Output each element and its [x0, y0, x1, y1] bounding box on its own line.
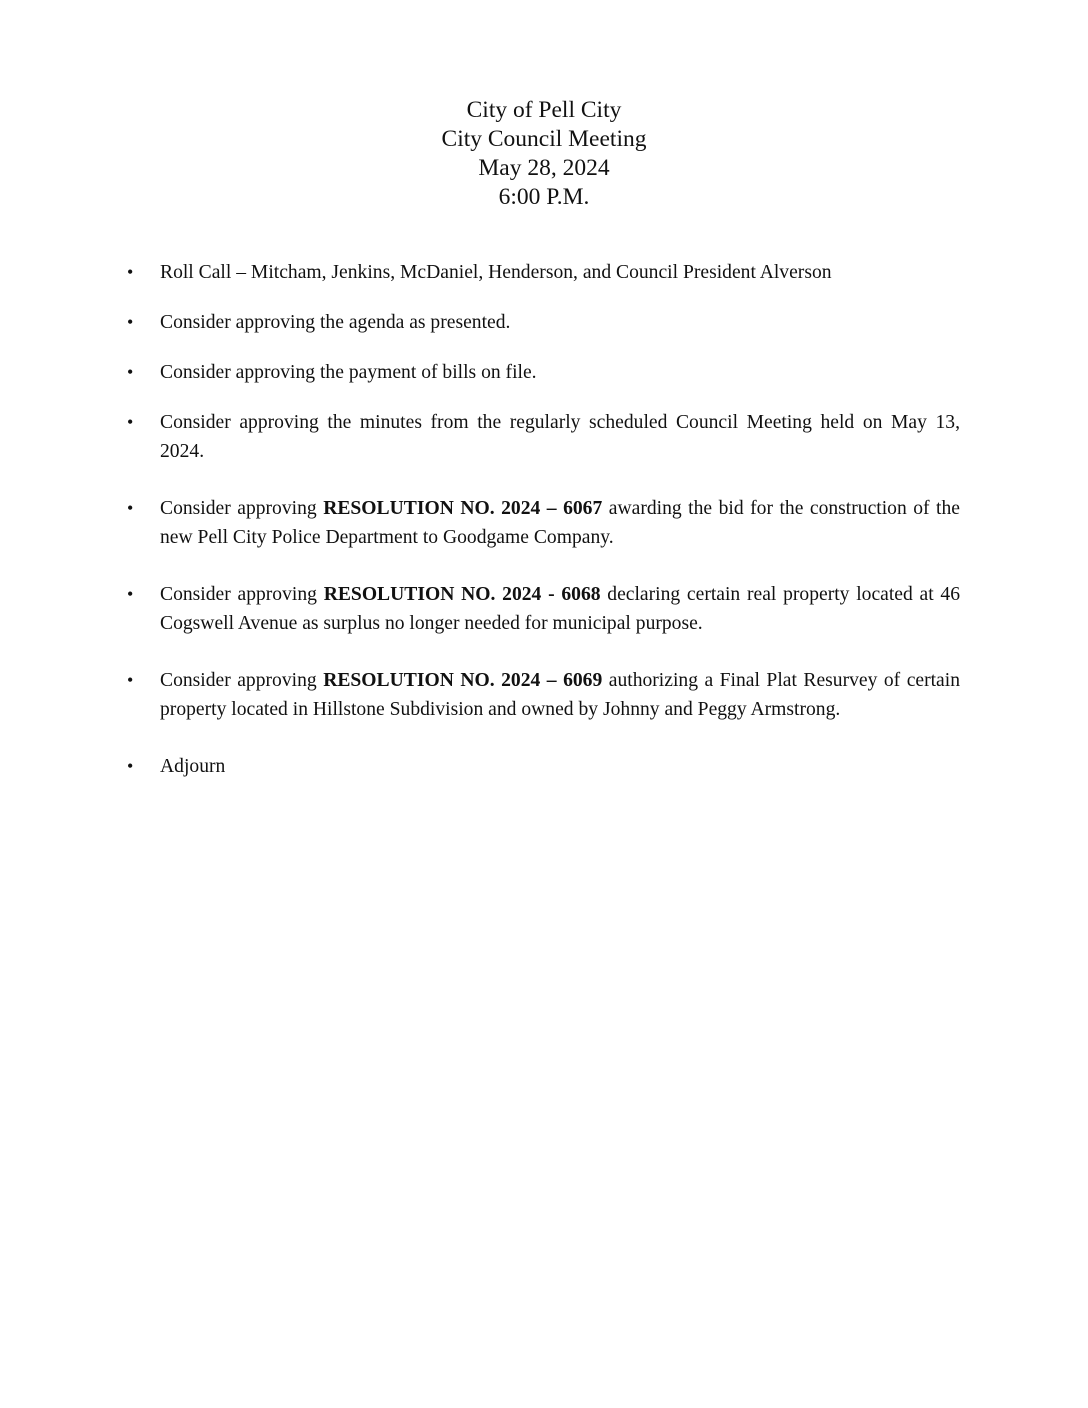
agenda-item-text: Adjourn — [160, 756, 226, 777]
agenda-item-text-lead: Consider approving — [160, 498, 324, 519]
bullet-icon: • — [127, 412, 134, 432]
agenda-item-text-rest: authorizing a Final Plat Resurvey of certain property located in Hillstone Subdivision and owned by Johnny and Peggy Armstrong. — [160, 670, 960, 720]
agenda-item-payment-of-bills — [0, 358, 1088, 387]
agenda-item-text — [160, 494, 960, 552]
bullet-icon: • — [127, 670, 134, 690]
bullet-icon: • — [127, 312, 134, 332]
meeting-header — [0, 96, 1088, 212]
meeting-date: May 28, 2024 — [478, 155, 610, 181]
bullet-icon: • — [127, 584, 134, 604]
bullet-icon: • — [127, 756, 134, 776]
bullet-icon: • — [127, 498, 134, 518]
city-name: City of Pell City — [466, 97, 622, 123]
bullet-icon: • — [127, 262, 134, 282]
agenda-item-resolution-6069 — [0, 666, 1088, 724]
agenda-item-resolution-6068 — [0, 580, 1088, 638]
agenda-item-approve-agenda — [0, 308, 1088, 337]
agenda-item-text-rest: declaring certain real property located at 46 Cogswell Avenue as surplus no longer needed for municipal purpose. — [160, 584, 961, 634]
agenda-item-resolution-6067 — [0, 494, 1088, 552]
agenda-item-text: Consider approving the minutes from the regularly scheduled Council Meeting held on May 13, 2024. — [160, 412, 960, 462]
agenda-item-text: Consider approving the payment of bills on file. — [160, 362, 537, 383]
agenda-item-text — [160, 580, 960, 638]
agenda-item-text: Consider approving the agenda as presented. — [160, 312, 511, 333]
resolution-number: RESOLUTION NO. 2024 – 6067 — [323, 498, 603, 519]
agenda-item-roll-call — [0, 258, 1088, 287]
meeting-title: City Council Meeting — [441, 126, 647, 152]
agenda-item-approve-minutes — [0, 408, 1088, 466]
agenda-item-adjourn — [0, 752, 1088, 781]
bullet-icon: • — [127, 362, 134, 382]
resolution-number: RESOLUTION NO. 2024 - 6068 — [323, 584, 601, 605]
agenda-item-text-lead: Consider approving — [160, 670, 324, 691]
agenda-item-text-lead: Consider approving — [160, 584, 324, 605]
agenda-item-text: Roll Call – Mitcham, Jenkins, McDaniel, Henderson, and Council President Alverson — [160, 262, 832, 283]
resolution-number: RESOLUTION NO. 2024 – 6069 — [323, 670, 603, 691]
agenda-item-text — [160, 666, 960, 724]
agenda-item-text-rest: awarding the bid for the construction of the new Pell City Police Department to Goodgame Company. — [160, 498, 960, 548]
meeting-time: 6:00 P.M. — [498, 184, 590, 210]
agenda-list — [0, 258, 1088, 802]
